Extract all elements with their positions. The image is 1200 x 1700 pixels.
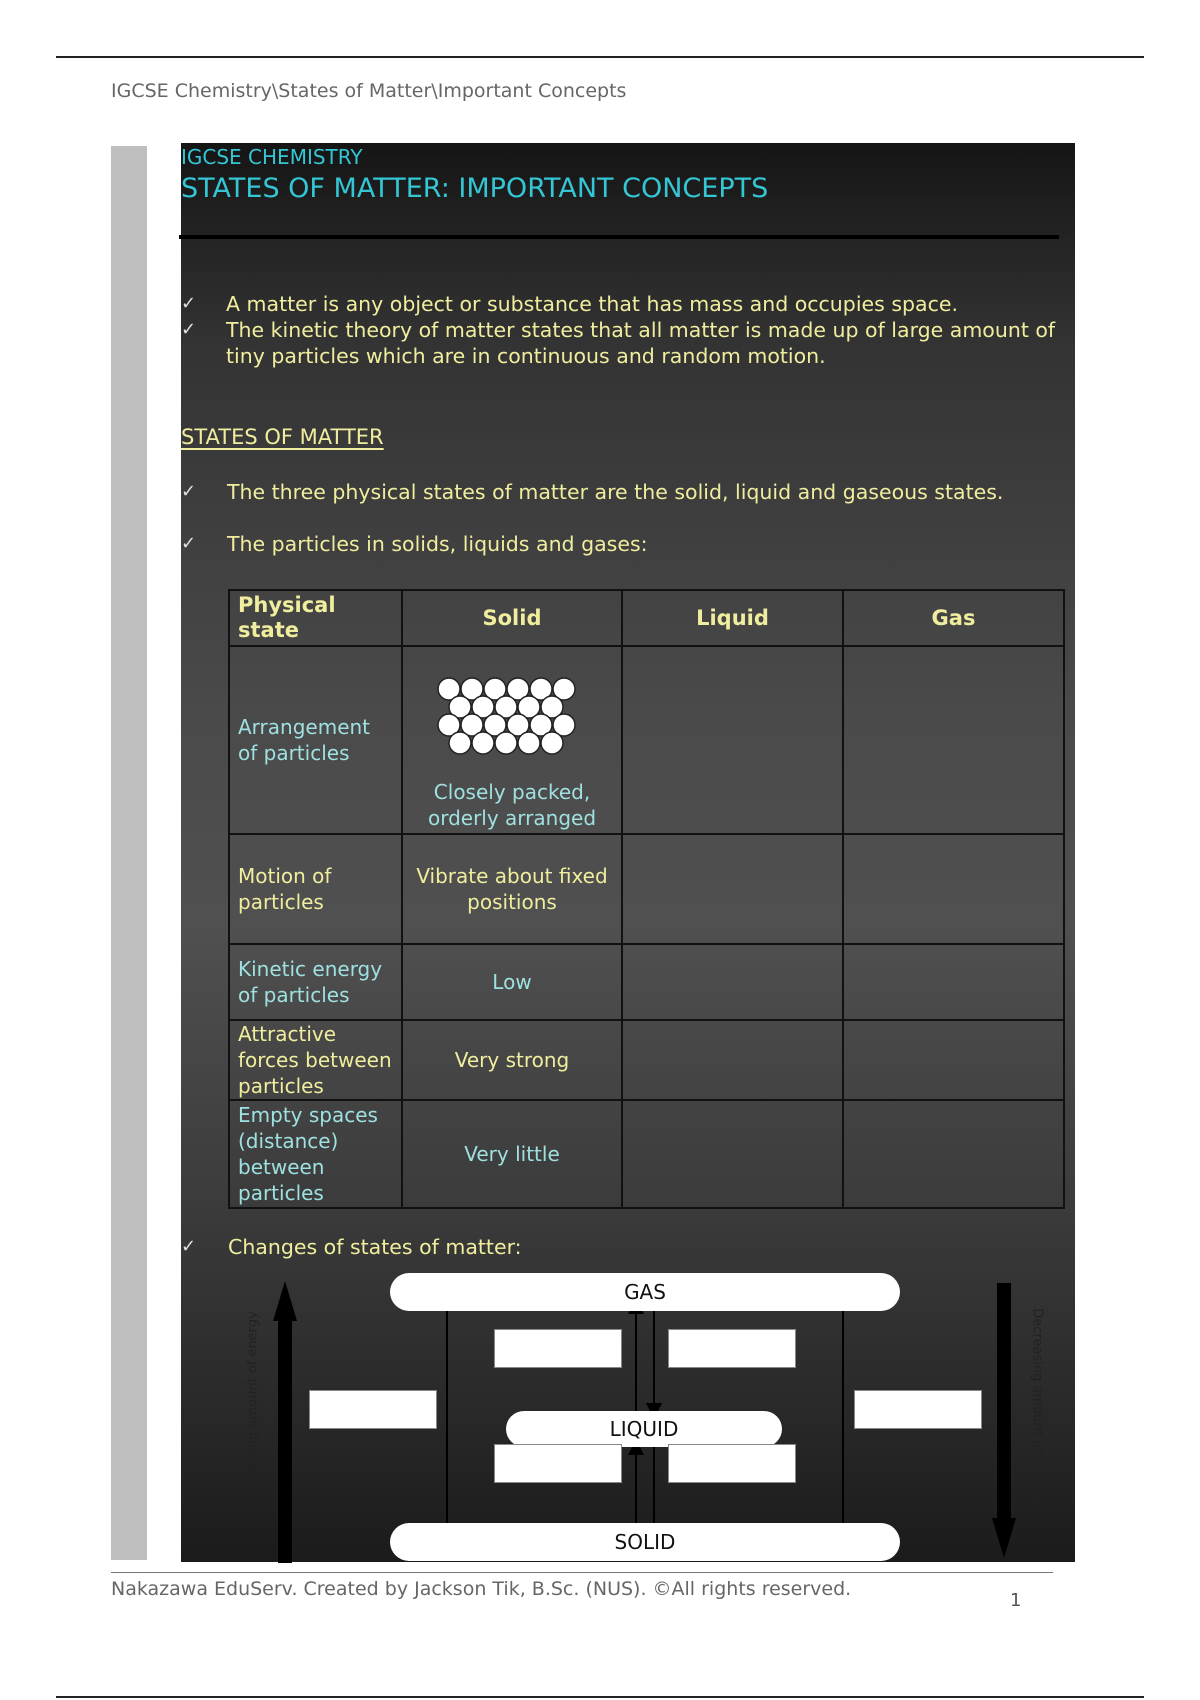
bullet-changes-of-state: Changes of states of matter: <box>228 1235 522 1259</box>
footer-divider <box>111 1572 1053 1573</box>
gas-state-label: GAS <box>390 1273 900 1311</box>
solid-particles-diagram <box>437 677 587 765</box>
check-icon: ✓ <box>181 319 197 340</box>
answer-box-freezing[interactable] <box>668 1444 796 1483</box>
liquid-motion-cell <box>622 834 843 944</box>
title-divider <box>179 235 1059 239</box>
increasing-energy-arrowhead <box>273 1281 297 1321</box>
subject-label: IGCSE CHEMISTRY <box>181 145 363 169</box>
bullet-particles: The particles in solids, liquids and gases: <box>227 532 648 556</box>
answer-box-melting[interactable] <box>494 1444 622 1483</box>
answer-box-evaporation[interactable] <box>494 1329 622 1368</box>
liquid-state-label: LIQUID <box>506 1411 782 1447</box>
liquid-forces-cell <box>622 1020 843 1100</box>
answer-box-deposition[interactable] <box>854 1390 982 1429</box>
header-physical-state: Physical state <box>229 590 402 646</box>
answer-box-condensation[interactable] <box>668 1329 796 1368</box>
state-change-diagram <box>181 1273 1075 1563</box>
left-gutter-bar <box>111 146 147 1560</box>
answer-box-sublimation[interactable] <box>309 1390 437 1429</box>
row-label: Arrangement of particles <box>229 646 402 834</box>
row-label: Kinetic energy of particles <box>229 944 402 1020</box>
liquid-arrangement-cell <box>622 646 843 834</box>
header-solid: Solid <box>402 590 622 646</box>
solid-energy-cell: Low <box>402 944 622 1020</box>
solid-arrangement-text: Closely packed, orderly arranged <box>427 780 597 830</box>
gas-forces-cell <box>843 1020 1064 1100</box>
solid-arrangement-cell <box>402 646 622 834</box>
solid-motion-cell: Vibrate about fixed positions <box>402 834 622 944</box>
table-row <box>229 1020 1064 1100</box>
check-icon: ✓ <box>181 1236 197 1257</box>
gas-spaces-cell <box>843 1100 1064 1208</box>
gas-energy-cell <box>843 944 1064 1020</box>
increasing-energy-label: Increasing amount of energy <box>245 1311 261 1499</box>
decreasing-energy-arrowhead <box>992 1518 1016 1558</box>
page-title: STATES OF MATTER: IMPORTANT CONCEPTS <box>181 173 769 204</box>
bullet-three-states: The three physical states of matter are the solid, liquid and gaseous states. <box>227 480 1004 504</box>
row-label: Attractive forces between particles <box>229 1020 402 1100</box>
solid-spaces-cell: Very little <box>402 1100 622 1208</box>
bottom-rule <box>56 1696 1144 1698</box>
table-header-row <box>229 590 1064 646</box>
solid-forces-cell: Very strong <box>402 1020 622 1100</box>
gas-arrangement-cell <box>843 646 1064 834</box>
check-icon: ✓ <box>181 481 197 502</box>
check-icon: ✓ <box>181 533 197 554</box>
states-table <box>228 589 1065 1209</box>
header-gas: Gas <box>843 590 1064 646</box>
table-row <box>229 1100 1064 1208</box>
breadcrumb: IGCSE Chemistry\States of Matter\Important Concepts <box>111 80 627 102</box>
bullet-matter-definition: A matter is any object or substance that has mass and occupies space. <box>226 292 958 316</box>
page-number: 1 <box>1010 1590 1022 1611</box>
bullet-kinetic-theory-cont: tiny particles which are in continuous and random motion. <box>226 344 826 368</box>
bullet-kinetic-theory: The kinetic theory of matter states that all matter is made up of large amount of <box>226 318 1056 342</box>
row-label: Motion of particles <box>229 834 402 944</box>
solid-state-label: SOLID <box>390 1523 900 1561</box>
row-label: Empty spaces (distance) between particles <box>229 1100 402 1208</box>
top-rule <box>56 56 1144 58</box>
liquid-spaces-cell <box>622 1100 843 1208</box>
header-liquid: Liquid <box>622 590 843 646</box>
gas-motion-cell <box>843 834 1064 944</box>
section-heading: STATES OF MATTER <box>181 425 384 449</box>
table-row <box>229 944 1064 1020</box>
decreasing-energy-label: Decreasing amount of energy <box>1029 1308 1045 1502</box>
liquid-energy-cell <box>622 944 843 1020</box>
footer-credit: Nakazawa EduServ. Created by Jackson Tik, B.Sc. (NUS). ©All rights reserved. <box>111 1578 852 1600</box>
content-panel <box>181 143 1075 1562</box>
table-row <box>229 834 1064 944</box>
table-row <box>229 646 1064 834</box>
check-icon: ✓ <box>181 293 197 314</box>
